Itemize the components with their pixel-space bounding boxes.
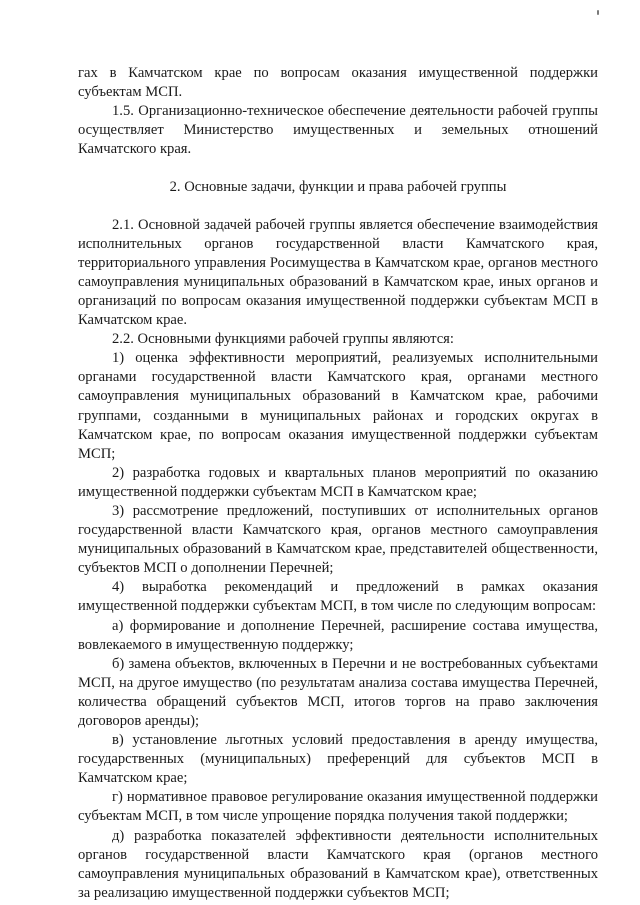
paragraph-2-1: 2.1. Основной задачей рабочей группы является обеспечение взаимодействия исполнительных органов государственной власти Камчатского края, территориального управления Росимущества в Камчатском крае, органов местного самоуправления муниципальных образований в Камчатском крае, иных органов и организаций по вопросам оказания имущественной поддержки субъектам МСП в Камчатском крае. — [78, 216, 598, 329]
list-item-4: 4) выработка рекомендаций и предложений в рамках оказания имущественной поддержки субъектам МСП, в том числе по следующим вопросам: — [78, 579, 598, 615]
list-item-1: 1) оценка эффективности мероприятий, реализуемых исполнительными органами государственной власти Камчатского края, органами местного самоуправления муниципальных образований в Камчатском крае, рабочими группами, созданными в муниципальных районах и городских округах в Камчатском крае, по вопросам оказания имущественной поддержки субъектам МСП; — [78, 350, 598, 462]
list-item-3: 3) рассмотрение предложений, поступивших от исполнительных органов государственной власти Камчатского края, органов местного самоуправления муниципальных образований в Камчатском крае, представителей общественности, субъектов МСП о дополнении Перечней; — [78, 502, 598, 577]
sub-item-a: а) формирование и дополнение Перечней, расширение состава имущества, вовлекаемого в имущественную поддержку; — [78, 617, 598, 653]
paragraph-2-2: 2.2. Основными функциями рабочей группы являются: — [112, 331, 454, 348]
sub-item-g: г) нормативное правовое регулирование оказания имущественной поддержки субъектам МСП, в том числе упрощение порядка получения такой поддержки; — [78, 789, 598, 825]
section-heading: 2. Основные задачи, функции и права рабочей группы — [169, 179, 507, 196]
sub-item-v: в) установление льготных условий предоставления в аренду имущества, государственных (муниципальных) преференций для субъектов МСП в Камчатском крае; — [78, 732, 598, 787]
sub-item-d: д) разработка показателей эффективности деятельности исполнительных органов государственной власти Камчатского края (органов местного самоуправления муниципальных образований в Камчатском крае), ответственных за реализацию имущественной поддержки субъектов МСП; — [78, 827, 598, 901]
paragraph-continuation: гах в Камчатском крае по вопросам оказания имущественной поддержки субъектам МСП. — [78, 65, 598, 101]
sub-item-b: б) замена объектов, включенных в Перечни и не востребованных субъектами МСП, на другое имущество (по результатам анализа состава имущества Перечней, количества обращений субъектов МСП, итогов торгов на право заключения договоров аренды); — [78, 655, 598, 729]
scan-artifact — [597, 10, 599, 15]
list-item-2: 2) разработка годовых и квартальных планов мероприятий по оказанию имущественной поддержки субъектам МСП в Камчатском крае; — [78, 464, 598, 500]
document-page — [78, 64, 598, 903]
paragraph-1-5: 1.5. Организационно-техническое обеспечение деятельности рабочей группы осуществляет Министерство имущественных и земельных отношений Камчатского края. — [78, 103, 598, 158]
